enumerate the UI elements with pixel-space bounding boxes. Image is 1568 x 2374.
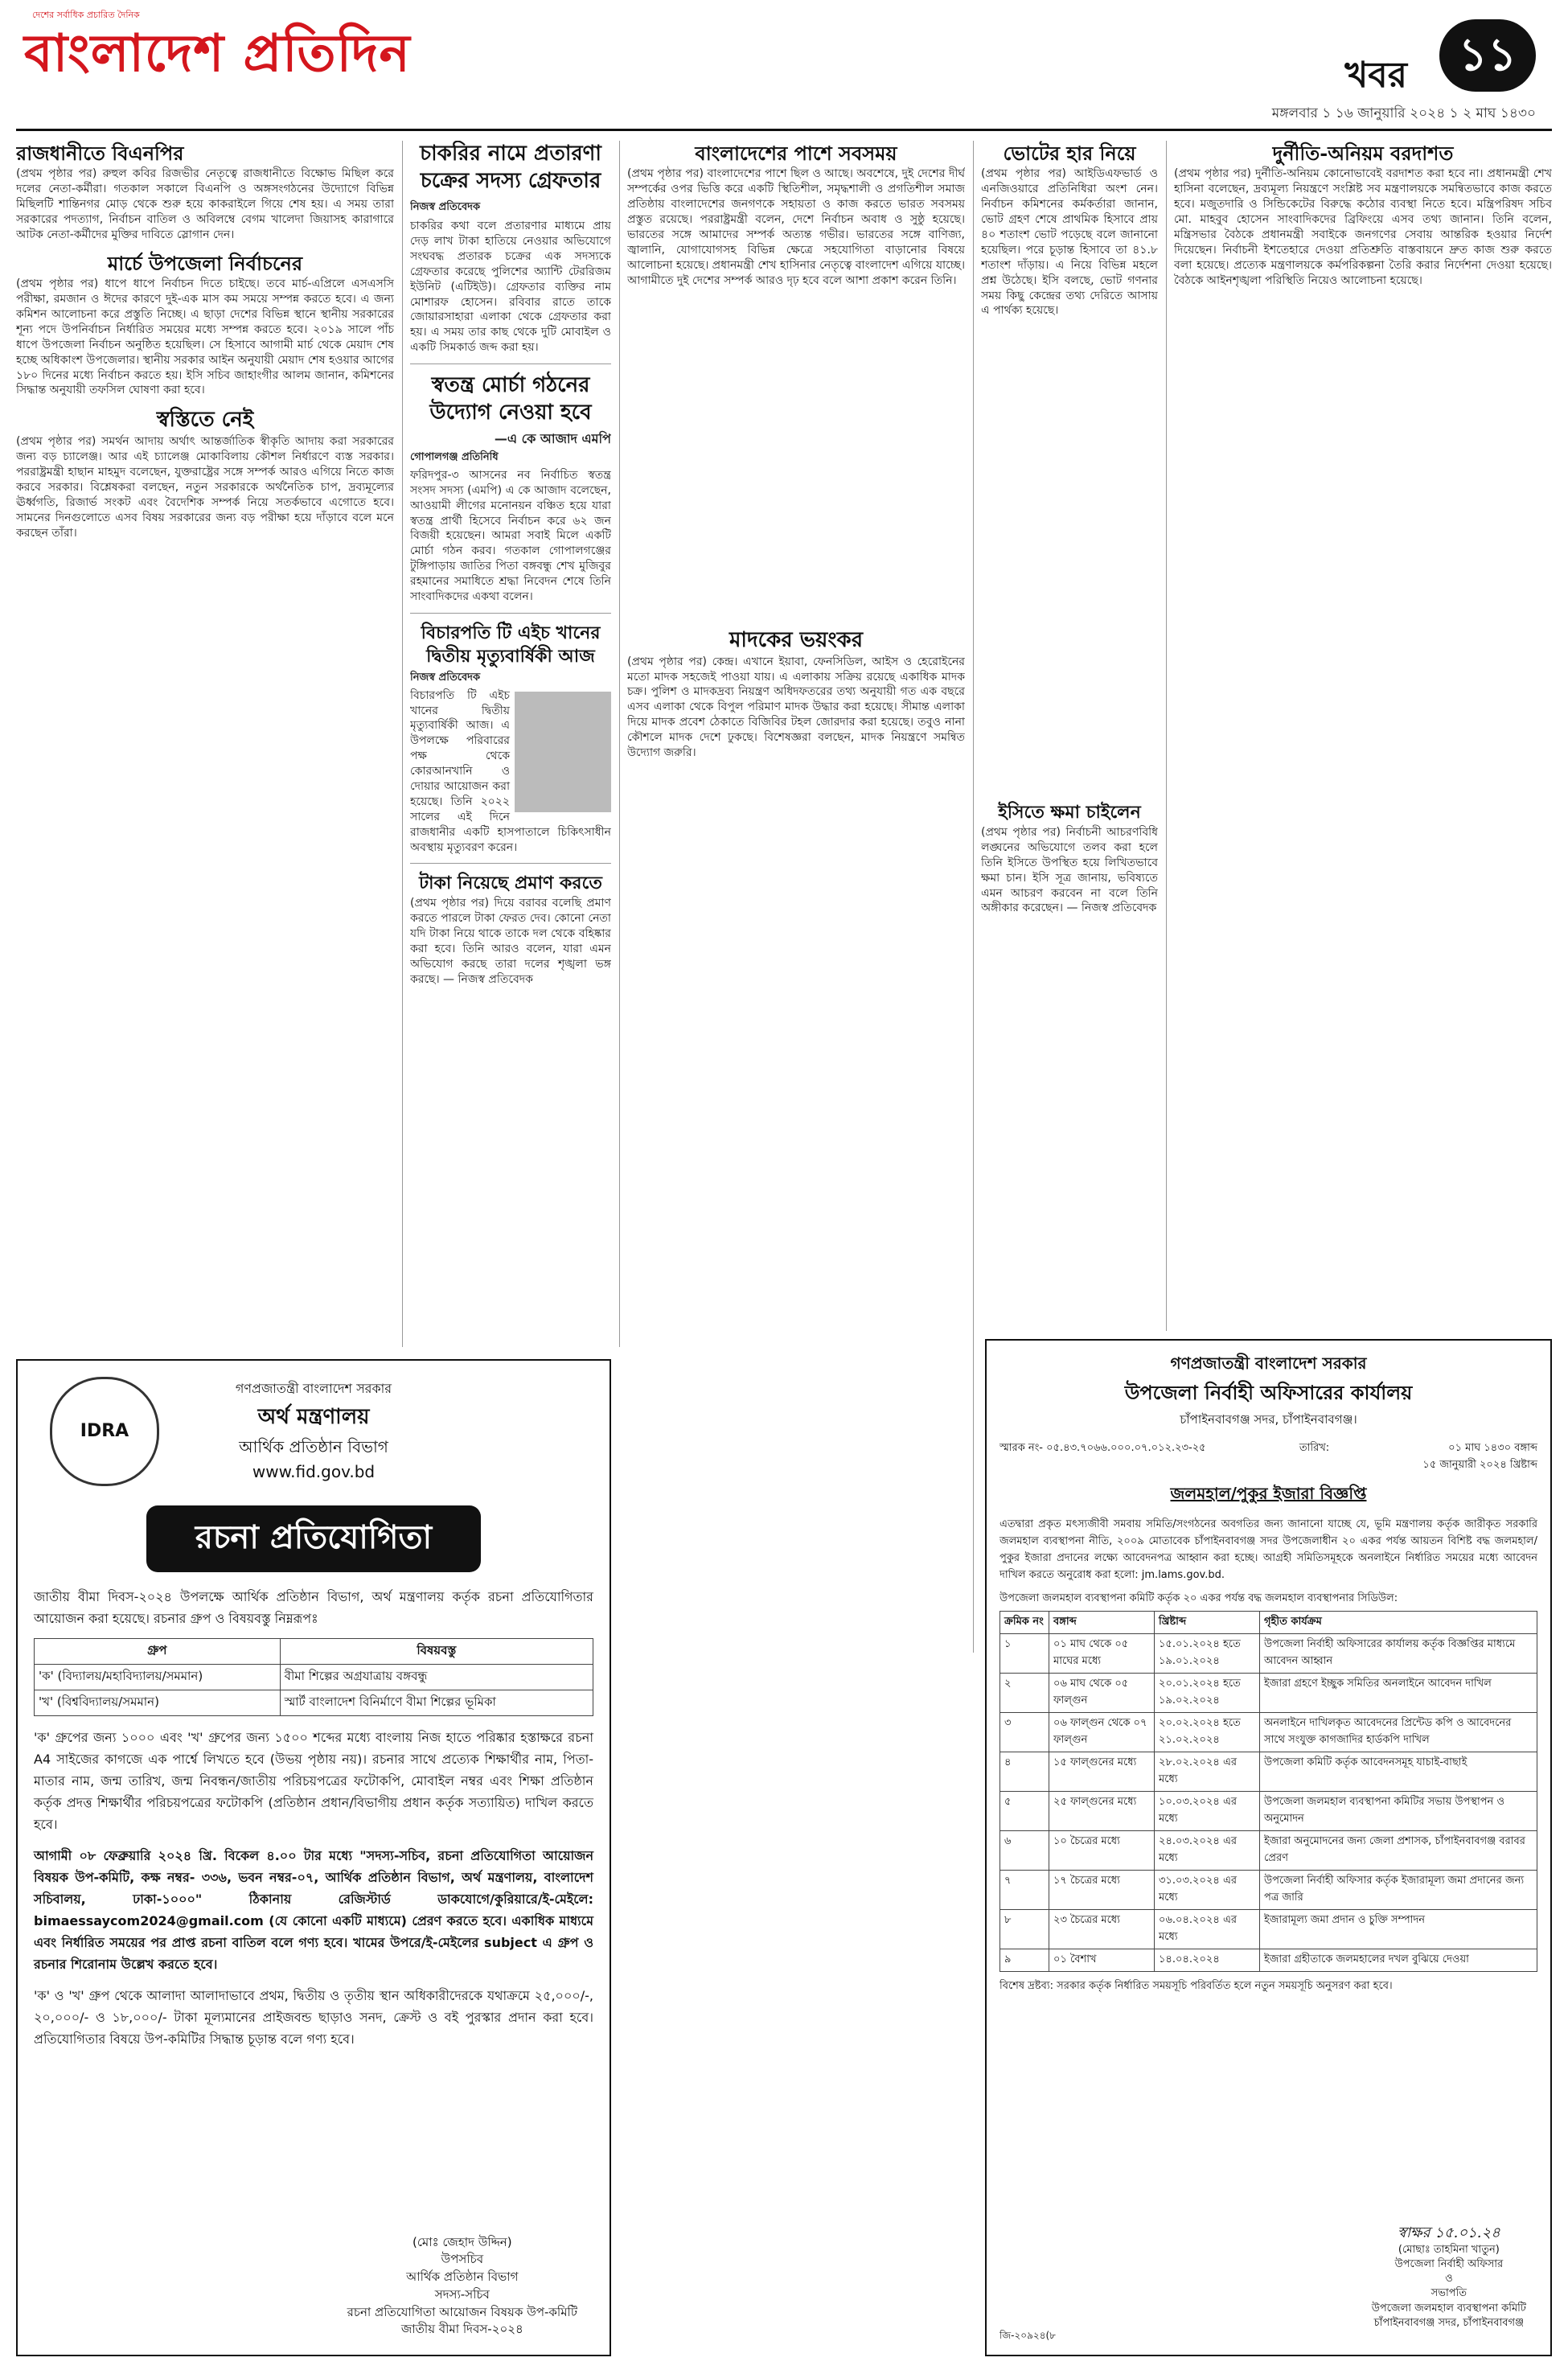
divider xyxy=(410,363,611,364)
table-cell: ০৬ ফাল্গুন থেকে ০৭ ফাল্গুন xyxy=(1049,1713,1155,1752)
table-row xyxy=(1000,1713,1537,1752)
lease-dates xyxy=(1422,1440,1537,1474)
lease-intro: এতদ্বারা প্রকৃত মৎস্যজীবী সমবায় সমিতি/সংগঠনের অবগতির জন্য জানানো যাচ্ছে যে, ভূমি মন্ত্রণালয় কর্তৃক জারীকৃত সরকারি জলমহাল ব্যবস্থাপনা নীতি, ২০০৯ মোতাবেক চাঁপাইনবাবগঞ্জ সদর উপজেলাধীন ২০ একর পর্যন্ত আয়তন বিশিষ্ট বদ্ধ জলমহাল/পুকুর ইজারা প্রদানের লক্ষ্যে আবেদনপত্র আহ্বান করা হচ্ছে। আগ্রহী সমিতিসমূহকে অনলাইনে নির্ধারিত সময়ের মধ্যে আবেদন দাখিল করতে অনুরোধ করা হলো: jm.lams.gov.bd. xyxy=(999,1518,1537,1581)
section-label: খবর xyxy=(1344,55,1407,96)
table-cell: ২৪.০৩.২০২৪ এর মধ্যে xyxy=(1155,1831,1260,1871)
article-body-money: (প্রথম পৃষ্ঠার পর) দিয়ে বরাবর বলেছি প্রমাণ করতে পারলে টাকা ফেরত দেব। কোনো নেতা যদি টাকা নিয়ে থাকে তাকে দল থেকে বহিষ্কার করা হবে। তিনি আরও বলেন, যারা এমন অভিযোগ করছে তারা দলের শৃঙ্খলা ভঙ্গ করছে। — নিজস্ব প্রতিবেদক xyxy=(410,897,611,986)
table-row xyxy=(1000,1831,1537,1871)
table-cell: ৭ xyxy=(1000,1871,1049,1910)
byline-volunteer: গোপালগঞ্জ প্রতিনিধি xyxy=(410,451,499,464)
headline-money: টাকা নিয়েছে প্রমাণ করতে xyxy=(419,873,602,894)
column-divider xyxy=(1166,141,1167,1331)
idra-logo: IDRA xyxy=(50,1377,159,1486)
lease-schedule-table xyxy=(999,1611,1537,1972)
masthead-tagline: দেশের সর্বাধিক প্রচারিত দৈনিক xyxy=(32,10,140,20)
table-cell: ২০.০১.২০২৪ হতে ১৯.০২.২০২৪ xyxy=(1155,1674,1260,1713)
table-cell: ০৬.০৪.২০২৪ এর মধ্যে xyxy=(1155,1910,1260,1949)
column-narrow xyxy=(410,141,611,1331)
table-cell: ০১ মাঘ থেকে ০৫ মাঘের মধ্যে xyxy=(1049,1634,1155,1674)
subtitle-volunteer: —এ কে আজাদ এমপি xyxy=(494,430,611,446)
ad-paragraph-1: 'ক' গ্রুপের জন্য ১০০০ এবং 'খ' গ্রুপের জন্য ১৫০০ শব্দের মধ্যে বাংলায় নিজ হাতে পরিষ্কার হস্তাক্ষরে রচনা A4 সাইজের কাগজে এক পার্শ্বে লিখতে হবে (উভয় পৃষ্ঠায় নয়)। রচনার সাথে প্রত্যেক শিক্ষার্থীর নাম, পিতা-মাতার নাম, জন্ম তারিখ, জন্ম নিবন্ধন/জাতীয় পরিচয়পত্রের ফটোকপি, মোবাইল নম্বর এবং শিক্ষা প্রতিষ্ঠান কর্তৃক প্রদত্ত শিক্ষার্থীর পরিচয়পত্রের ফটোকপি (প্রতিষ্ঠান প্রধান/বিভাগীয় প্রধান কর্তৃক সত্যায়িত) দাখিল করতে হবে। xyxy=(34,1730,593,1832)
essay-signature-block xyxy=(347,2234,577,2339)
masthead-rule xyxy=(16,129,1552,131)
lease-code: জি-২০৯২৪(৮ xyxy=(999,2330,1056,2341)
table-cell: ০১ বৈশাখ xyxy=(1049,1949,1155,1972)
table-cell: ৩ xyxy=(1000,1713,1049,1752)
ad-paragraph-3: 'ক' ও 'খ' গ্রুপ থেকে আলাদা আলাদাভাবে প্রথম, দ্বিতীয় ও তৃতীয় স্থান অধিকারীদেরকে যথাক্রমে ২৫,০০০/-, ২০,০০০/- ও ১৮,০০০/- টাকা মূল্যমানের প্রাইজবন্ড ছাড়াও সনদ, ক্রেস্ট ও বই পুরস্কার প্রদান করা হবে। প্রতিযোগিতার বিষয়ে উপ-কমিটির সিদ্ধান্ত চূড়ান্ত বলে গণ্য হবে। xyxy=(34,1988,593,2047)
table-header: বিষয়বস্তু xyxy=(280,1639,593,1665)
lease-office: উপজেলা নির্বাহী অফিসারের কার্যালয় xyxy=(1124,1382,1413,1404)
headline-apology: ইসিতে ক্ষমা চাইলেন xyxy=(998,802,1141,824)
headline-stability: স্বস্তিতে নেই xyxy=(156,408,254,433)
divider xyxy=(410,863,611,864)
table-cell: উপজেলা কমিটি কর্তৃক আবেদনসমূহ যাচাই-বাছাই xyxy=(1260,1752,1537,1792)
article-body-upazila: (প্রথম পৃষ্ঠার পর) ধাপে ধাপে নির্বাচন দিতে চাইছে। তবে মার্চ-এপ্রিলে এসএসসি পরীক্ষা, রমজান ও ঈদের কারণে দুই-এক মাস কম সময়ে সম্পন্ন করতে হবে। এ জন্য কমিশন আলোচনা করে প্রস্তুতি নিচ্ছে। এ ছাড়া দেশের বিভিন্ন স্থানে স্থানীয় সরকারের শূন্য পদে উপনির্বাচন নির্ধারিত সময়ের মধ্যে সম্পন্ন করতে হবে। ২০১৯ সালে পাঁচ ধাপে উপজেলা নির্বাচন অনুষ্ঠিত হয়েছিল। সে হিসাবে আগামী মার্চ থেকে মেয়াদ শেষ হচ্ছে অধিকাংশ উপজেলার। স্থানীয় সরকার আইন অনুযায়ী মেয়াদ শেষ হওয়ার আগের ১৮০ দিনের মধ্যে নির্বাচন করতে হয়। ইসি সচিব জাহাংগীর আলম জানান, কমিশনের সিদ্ধান্ত অনুযায়ী তফসিল ঘোষণা করা হবে। xyxy=(16,277,394,397)
table-cell: ২৩ চৈত্রের মধ্যে xyxy=(1049,1910,1155,1949)
ad-website[interactable]: www.fid.gov.bd xyxy=(252,1462,376,1481)
ad-intro: জাতীয় বীমা দিবস-২০২৪ উপলক্ষে আর্থিক প্রতিষ্ঠান বিভাগ, অর্থ মন্ত্রণালয় কর্তৃক রচনা প্রতিযোগিতার আয়োজন করা হয়েছে। রচনার গ্রুপ ও বিষয়বস্তু নিম্নরূপঃ xyxy=(34,1589,593,1626)
table-cell: 'খ' (বিশ্ববিদ্যালয়/সমমান) xyxy=(35,1690,281,1716)
article-body-coordination: (প্রথম পৃষ্ঠার পর) বাংলাদেশের পাশে ছিল ও আছে। অবশেষে, দুই দেশের দীর্ঘ সম্পর্কের ওপর ভিত্তি করে একটি স্থিতিশীল, সমৃদ্ধশালী ও প্রগতিশীল সমাজ প্রতিষ্ঠায় বাংলাদেশের জনগণকে সহায়তা ও কাজ করতে ভারত সবসময় প্রস্তুত রয়েছে। পররাষ্ট্রমন্ত্রী বলেন, দেশে নির্বাচন অবাধ ও সুষ্ঠু হয়েছে। ভারতের সঙ্গে আমাদের সম্পর্ক অত্যন্ত গভীর। ভারতের সঙ্গে বাণিজ্য, জ্বালানি, যোগাযোগসহ বিভিন্ন ক্ষেত্রে সহযোগিতা বাড়ানোর বিষয়ে আলোচনা হয়েছে। প্রধানমন্ত্রী শেখ হাসিনার নেতৃত্বে বাংলাদেশ এগিয়ে যাচ্ছে। আগামীতে দুই দেশের সম্পর্ক আরও দৃঢ় হবে বলে আশা প্রকাশ করেন তিনি। xyxy=(627,167,965,287)
column-vote xyxy=(981,141,1158,1331)
table-cell: ১০.০৩.২০২৪ এর মধ্যে xyxy=(1155,1792,1260,1831)
headline-coordination: বাংলাদেশের পাশে সবসময় xyxy=(695,142,897,165)
lease-date-label: তারিখ: xyxy=(1299,1442,1330,1454)
essay-banner: রচনা প্রতিযোগিতা xyxy=(146,1505,481,1572)
table-header: গ্রুপ xyxy=(35,1639,281,1665)
table-row xyxy=(1000,1949,1537,1972)
table-cell: ৩১.০৩.২০২৪ এর মধ্যে xyxy=(1155,1871,1260,1910)
column-divider xyxy=(402,141,403,1347)
article-body-obituary: বিচারপতি টি এইচ খানের দ্বিতীয় মৃত্যুবার্ষিকী আজ। এ উপলক্ষে পরিবারের পক্ষ থেকে কোরআনখানি ও দোয়ার আয়োজন করা হয়েছে। তিনি ২০২২ সালের এই দিনে রাজধানীর একটি হাসপাতালে চিকিৎসাধীন অবস্থায় মৃত্যুবরণ করেন। xyxy=(410,688,611,854)
table-row xyxy=(1000,1752,1537,1792)
table-cell: ৮ xyxy=(1000,1910,1049,1949)
essay-competition-ad xyxy=(16,1359,611,2356)
ad-paragraph-2: আগামী ০৮ ফেব্রুয়ারি ২০২৪ খ্রি. বিকেল ৪.০০ টার মধ্যে "সদস্য-সচিব, রচনা প্রতিযোগিতা আয়োজন বিষয়ক উপ-কমিটি, কক্ষ নম্বর- ৩৩৬, ভবন নম্বর-০৭, আর্থিক প্রতিষ্ঠান বিভাগ, অর্থ মন্ত্রণালয়, বাংলাদেশ সচিবালয়, ঢাকা-১০০০" ঠিকানায় রেজিস্টার্ড ডাকযোগে/কুরিয়ারে/ই-মেইলে: bimaessaycom2024@gmail.com (যে কোনো একটি মাধ্যমে) প্রেরণ করতে হবে। একাধিক মাধ্যমে এবং নির্ধারিত সময়ের পর প্রাপ্ত রচনা বাতিল বলে গণ্য হবে। খামের উপরে/ই-মেইলের subject এ গ্রুপ ও রচনার শিরোনাম উল্লেখ করতে হবে। xyxy=(34,1848,593,1972)
table-cell: ১৫ ফাল্গুনের মধ্যে xyxy=(1049,1752,1155,1792)
table-cell: ২০.০২.২০২৪ হতে ২১.০২.২০২৪ xyxy=(1155,1713,1260,1752)
table-cell: ইজারা গ্রহীতাকে জলমহালের দখল বুঝিয়ে দেওয়া xyxy=(1260,1949,1537,1972)
lease-footnote: বিশেষ দ্রষ্টব্য: সরকার কর্তৃক নির্ধারিত সময়সূচি পরিবর্তিত হলে নতুন সময়সূচি অনুসরণ করা হবে। xyxy=(999,1980,1393,1992)
table-header: বঙ্গাব্দ xyxy=(1049,1612,1155,1634)
signatory-and: ও xyxy=(1445,2273,1453,2286)
headline-fraud: চাকরির নামে প্রতারণা চক্রের সদস্য গ্রেফতার xyxy=(420,142,601,193)
table-cell: ২৫ ফাল্গুনের মধ্যে xyxy=(1049,1792,1155,1831)
headline-corruption: দুর্নীতি-অনিয়ম বরদাশত xyxy=(1272,142,1454,165)
essay-group-table xyxy=(34,1638,593,1716)
table-row xyxy=(1000,1871,1537,1910)
signatory-committee: উপজেলা জলমহাল ব্যবস্থাপনা কমিটি xyxy=(1371,2302,1526,2314)
table-row xyxy=(1000,1674,1537,1713)
signatory-role: সভাপতি xyxy=(1430,2287,1467,2300)
signatory-title: উপসচিব xyxy=(441,2252,484,2267)
lease-table-caption: উপজেলা জলমহাল ব্যবস্থাপনা কমিটি কর্তৃক ২০ একর পর্যন্ত বদ্ধ জলমহাল ব্যবস্থাপনার সিডিউল: xyxy=(999,1592,1398,1604)
headline-drugs: মাদকের ভয়ংকর xyxy=(729,627,863,652)
article-body-fraud: চাকরির কথা বলে প্রতারণার মাধ্যমে প্রায় দেড় লাখ টাকা হাতিয়ে নেওয়ার অভিযোগে সংঘবদ্ধ প্রতারক চক্রের এক সদস্যকে গ্রেফতার করেছে পুলিশের অ্যান্টি টেররিজম ইউনিট (এটিইউ)। গ্রেফতার ব্যক্তির নাম মোশারফ হোসেন। রবিবার রাতে তাকে জোয়ারসাহারা এলাকা থেকে গ্রেফতার করা হয়। এ সময় তার কাছ থেকে দুটি মোবাইল ও একটি সিমকার্ড জব্দ করা হয়। xyxy=(410,220,611,355)
table-cell: ইজারামূল্য জমা প্রদান ও চুক্তি সম্পাদন xyxy=(1260,1910,1537,1949)
table-cell: বীমা শিল্পের অগ্রযাত্রায় বঙ্গবন্ধু xyxy=(280,1665,593,1690)
table-cell: ৪ xyxy=(1000,1752,1049,1792)
table-cell: ইজারা গ্রহণে ইচ্ছুক সমিতির অনলাইনে আবেদন দাখিল xyxy=(1260,1674,1537,1713)
ad-gov-line: গণপ্রজাতন্ত্রী বাংলাদেশ সরকার xyxy=(235,1381,392,1396)
ad-division: আর্থিক প্রতিষ্ঠান বিভাগ xyxy=(239,1437,388,1456)
table-cell: ৫ xyxy=(1000,1792,1049,1831)
column-center xyxy=(627,141,965,1653)
signatory-committee: রচনা প্রতিযোগিতা আয়োজন বিষয়ক উপ-কমিটি xyxy=(347,2304,577,2319)
table-header: খ্রিষ্টাব্দ xyxy=(1155,1612,1260,1634)
headline-obituary: বিচারপতি টি এইচ খানের দ্বিতীয় মৃত্যুবার্ষিকী আজ xyxy=(421,622,601,667)
article-body-volunteer: ফরিদপুর-৩ আসনের নব নির্বাচিত স্বতন্ত্র সংসদ সদস্য (এমপি) এ কে আজাদ বলেছেন, আওয়ামী লীগের মনোনয়ন বঞ্চিত হয়ে যারা স্বতন্ত্র প্রার্থী হিসেবে নির্বাচন করে ৬২ জন বিজয়ী হয়েছেন। আমরা সবাই মিলে একটি মোর্চা গঠন করব। গতকাল গোপালগঞ্জের টুঙ্গিপাড়ায় জাতির পিতা বঙ্গবন্ধু শেখ মুজিবুর রহমানের সমাধিতে শ্রদ্ধা নিবেদন শেষে তিনি সাংবাদিকদের একথা বলেন। xyxy=(410,468,611,604)
table-cell: ১৭ চৈত্রের মধ্যে xyxy=(1049,1871,1155,1910)
column-left xyxy=(16,141,394,1347)
table-cell: ১৪.০৪.২০২৪ xyxy=(1155,1949,1260,1972)
signatory-title: উপজেলা নির্বাহী অফিসার xyxy=(1394,2258,1504,2271)
signatory-place: চাঁপাইনবাবগঞ্জ সদর, চাঁপাইনবাবগঞ্জ xyxy=(1373,2316,1525,2329)
table-cell: ১৫.০১.২০২৪ হতে ১৯.০১.২০২৪ xyxy=(1155,1634,1260,1674)
lease-signature-block xyxy=(1372,2223,1526,2331)
signatory-event: জাতীয় বীমা দিবস-২০২৪ xyxy=(400,2322,523,2337)
table-row xyxy=(1000,1910,1537,1949)
page-number-badge: ১১ xyxy=(1439,19,1536,92)
date-line: মঙ্গলবার ১ ১৬ জানুয়ারি ২০২৪ ১ ২ মাঘ ১৪৩০ xyxy=(1271,105,1536,121)
headline-bnp: রাজধানীতে বিএনপির xyxy=(16,142,184,165)
lease-title: জলমহাল/পুকুর ইজারা বিজ্ঞপ্তি xyxy=(1170,1484,1367,1503)
table-cell: ৯ xyxy=(1000,1949,1049,1972)
table-cell: অনলাইনে দাখিলকৃত আবেদনের প্রিন্টেড কপি ও আবেদনের সাথে সংযুক্ত কাগজাদির হার্ডকপি দাখিল xyxy=(1260,1713,1537,1752)
byline-fraud: নিজস্ব প্রতিবেদক xyxy=(410,200,481,213)
byline-obituary: নিজস্ব প্রতিবেদক xyxy=(410,672,481,684)
lease-notice-ad xyxy=(985,1339,1552,2356)
lease-location: চাঁপাইনবাবগঞ্জ সদর, চাঁপাইনবাবগঞ্জ। xyxy=(1180,1412,1357,1427)
table-header: ক্রমিক নং xyxy=(1000,1612,1049,1634)
table-cell: উপজেলা জলমহাল ব্যবস্থাপনা কমিটির সভায় উপস্থাপন ও অনুমোদন xyxy=(1260,1792,1537,1831)
headline-volunteer: স্বতন্ত্র মোর্চা গঠনের উদ্যোগ নেওয়া হবে xyxy=(429,373,592,425)
table-cell: স্মার্ট বাংলাদেশ বিনির্মাণে বীমা শিল্পের ভূমিকা xyxy=(280,1690,593,1716)
table-cell: ২ xyxy=(1000,1674,1049,1713)
article-body-corruption: (প্রথম পৃষ্ঠার পর) দুর্নীতি-অনিয়ম কোনোভাবেই বরদাশত করা হবে না। প্রধানমন্ত্রী শেখ হাসিনা বলেছেন, দ্রব্যমূল্য নিয়ন্ত্রণে সংশ্লিষ্ট সব মন্ত্রণালয়কে সমন্বিতভাবে কাজ করতে হবে। মজুতদারি ও সিন্ডিকেটের বিরুদ্ধে কঠোর ব্যবস্থা নিতে হবে। মন্ত্রিপরিষদ সচিব মো. মাহবুব হোসেন সাংবাদিকদের ব্রিফিংয়ে এসব তথ্য জানান। তিনি বলেন, মন্ত্রিসভার বৈঠকে প্রধানমন্ত্রী সবাইকে জনগণের সেবায় আন্তরিক হওয়ার নির্দেশ দিয়েছেন। নির্বাচনী ইশতেহারে দেওয়া প্রতিশ্রুতি বাস্তবায়নে দ্রুত কাজ শুরু করতে বলা হয়েছে। প্রত্যেক মন্ত্রণালয়কে কর্মপরিকল্পনা তৈরি করার নির্দেশনা দেওয়া হয়েছে। বৈঠকে আইনশৃঙ্খলা পরিস্থিতি নিয়েও আলোচনা হয়েছে। xyxy=(1174,167,1552,287)
table-row xyxy=(1000,1634,1537,1674)
article-body-drugs: (প্রথম পৃষ্ঠার পর) কেন্দ্র। এখানে ইয়াবা, ফেনসিডিল, আইস ও হেরোইনের মতো মাদক সহজেই পাওয়া যায়। এ এলাকায় সক্রিয় রয়েছে একাধিক মাদক চক্র। পুলিশ ও মাদকদ্রব্য নিয়ন্ত্রণ অধিদফতরের তথ্য অনুযায়ী গত এক বছরে এসব এলাকা থেকে বিপুল পরিমাণ মাদক উদ্ধার করা হয়েছে। সীমান্ত এলাকা দিয়ে মাদক প্রবেশ ঠেকাতে বিজিবির টহল জোরদার করা হয়েছে। তবুও নানা কৌশলে মাদক দেশে ঢুকছে। বিশেষজ্ঞরা বলছেন, মাদক নিয়ন্ত্রণে সমন্বিত উদ্যোগ জরুরি। xyxy=(627,655,965,759)
signatory-role: সদস্য-সচিব xyxy=(434,2286,490,2302)
divider xyxy=(410,613,611,614)
lease-gov-line: গণপ্রজাতন্ত্রী বাংলাদেশ সরকার xyxy=(1170,1353,1367,1373)
table-cell: ৬ xyxy=(1000,1831,1049,1871)
column-divider xyxy=(619,141,620,1347)
obituary-photo xyxy=(515,692,611,812)
newspaper-logo: বাংলাদেশ প্রতিদিন xyxy=(24,23,411,84)
table-cell: ইজারা অনুমোদনের জন্য জেলা প্রশাসক, চাঁপাইনবাবগঞ্জ বরাবর প্রেরণ xyxy=(1260,1831,1537,1871)
article-body-stability: (প্রথম পৃষ্ঠার পর) সমর্থন আদায় অর্থাৎ আন্তর্জাতিক স্বীকৃতি আদায় করা সরকারের জন্য বড় চ্যালেঞ্জ। আর এই চ্যালেঞ্জ মোকাবিলায় কৌশল নির্ধারণে ব্যস্ত সরকার। পররাষ্ট্রমন্ত্রী হাছান মাহমুদ বলেছেন, যুক্তরাষ্ট্রের সঙ্গে সম্পর্ক আরও এগিয়ে নিতে কাজ করবে সরকার। বিশ্লেষকরা বলছেন, নতুন সরকারকে অর্থনৈতিক চাপ, দ্রব্যমূল্যের ঊর্ধ্বগতি, রিজার্ভ সংকট এবং বৈদেশিক সম্পর্ক নিয়ে সতর্কভাবে এগোতে হবে। সামনের দিনগুলোতে এসব বিষয় সরকারের জন্য বড় পরীক্ষা হয়ে দাঁড়াবে বলে মনে করছেন তাঁরা। xyxy=(16,435,394,540)
table-cell: উপজেলা নির্বাহী অফিসার কর্তৃক ইজারামূল্য জমা প্রদানের জন্য পত্র জারি xyxy=(1260,1871,1537,1910)
table-cell: 'ক' (বিদ্যালয়/মহাবিদ্যালয়/সমমান) xyxy=(35,1665,281,1690)
table-header: গৃহীত কার্যক্রম xyxy=(1260,1612,1537,1634)
lease-memo: স্মারক নং- ০৫.৪৩.৭০৬৬.০০০.০৭.০১২.২৩-২৫ xyxy=(999,1442,1206,1454)
signatory-dept: আর্থিক প্রতিষ্ঠান বিভাগ xyxy=(406,2269,519,2284)
headline-vote: ভোটের হার নিয়ে xyxy=(1003,142,1136,165)
article-body-vote: (প্রথম পৃষ্ঠার পর) আইডিএফভার্ড ও এনজিওয়ারে প্রতিনিধিরা অংশ নেন। নির্বাচন কমিশনের কর্মকর্তারা জানান, ভোট গ্রহণ শেষে প্রাথমিক হিসাবে প্রায় ৪০ শতাংশ ভোট পড়েছে বলে জানানো হয়েছিল। পরে চূড়ান্ত হিসাবে তা ৪১.৮ শতাংশ দাঁড়ায়। এ নিয়ে বিভিন্ন মহলে প্রশ্ন উঠেছে। ইসি বলছে, ভোট গণনার সময় কিছু কেন্দ্রের তথ্য দেরিতে আসায় এ পার্থক্য হয়েছে। xyxy=(981,167,1158,318)
ad-ministry: অর্থ মন্ত্রণালয় xyxy=(257,1405,370,1429)
table-cell: উপজেলা নির্বাহী অফিসারের কার্যালয় কর্তৃক বিজ্ঞপ্তির মাধ্যমে আবেদন আহ্বান xyxy=(1260,1634,1537,1674)
table-cell: ০৬ মাঘ থেকে ০৫ ফাল্গুন xyxy=(1049,1674,1155,1713)
article-body-bnp: (প্রথম পৃষ্ঠার পর) রুহুল কবির রিজভীর নেতৃত্বে রাজধানীতে বিক্ষোভ মিছিল করে দলের নেতা-কর্মীরা। গতকাল সকালে বিএনপি ও অঙ্গসংগঠনের উদ্যোগে বিভিন্ন মিছিলটি শান্তিনগর মোড় থেকে শুরু হয়ে কাকরাইলে গিয়ে শেষ হয়। এ সময় তারা সরকারের পদত্যাগ, নির্বাচন বাতিল ও অবিলম্বে বেগম খালেদা জিয়াসহ কারাগারে আটক নেতা-কর্মীদের মুক্তির দাবিতে স্লোগান দেন। xyxy=(16,167,394,241)
table-cell: ১০ চৈত্রের মধ্যে xyxy=(1049,1831,1155,1871)
signatory-name: (মোঃ জেহাদ উদ্দিন) xyxy=(412,2234,512,2249)
column-divider xyxy=(973,141,974,1653)
signatory-name: (মোছাঃ তাহমিনা খাতুন) xyxy=(1398,2243,1500,2256)
lease-date-en: ১৫ জানুয়ারী ২০২৪ খ্রিষ্টাব্দ xyxy=(1422,1459,1537,1471)
table-row xyxy=(35,1690,593,1716)
table-cell: ১ xyxy=(1000,1634,1049,1674)
table-row xyxy=(1000,1792,1537,1831)
table-cell: ২৮.০২.২০২৪ এর মধ্যে xyxy=(1155,1752,1260,1792)
table-row xyxy=(35,1665,593,1690)
column-right xyxy=(1174,141,1552,1331)
signature-mark: স্বাক্ষর ১৫.০১.২৪ xyxy=(1397,2224,1500,2241)
lease-memo-row xyxy=(999,1440,1537,1474)
lease-date-bn: ০১ মাঘ ১৪৩০ বঙ্গাব্দ xyxy=(1448,1442,1537,1454)
article-body-apology: (প্রথম পৃষ্ঠার পর) নির্বাচনী আচরণবিধি লঙ্ঘনের অভিযোগে তলব করা হলে তিনি ইসিতে উপস্থিত হয়ে লিখিতভাবে ক্ষমা চান। ইসি সূত্র জানায়, ভবিষ্যতে এমন আচরণ করবেন না বলে তিনি অঙ্গীকার করেছেন। — নিজস্ব প্রতিবেদক xyxy=(981,825,1158,915)
headline-upazila: মার্চে উপজেলা নির্বাচনের xyxy=(107,251,303,275)
